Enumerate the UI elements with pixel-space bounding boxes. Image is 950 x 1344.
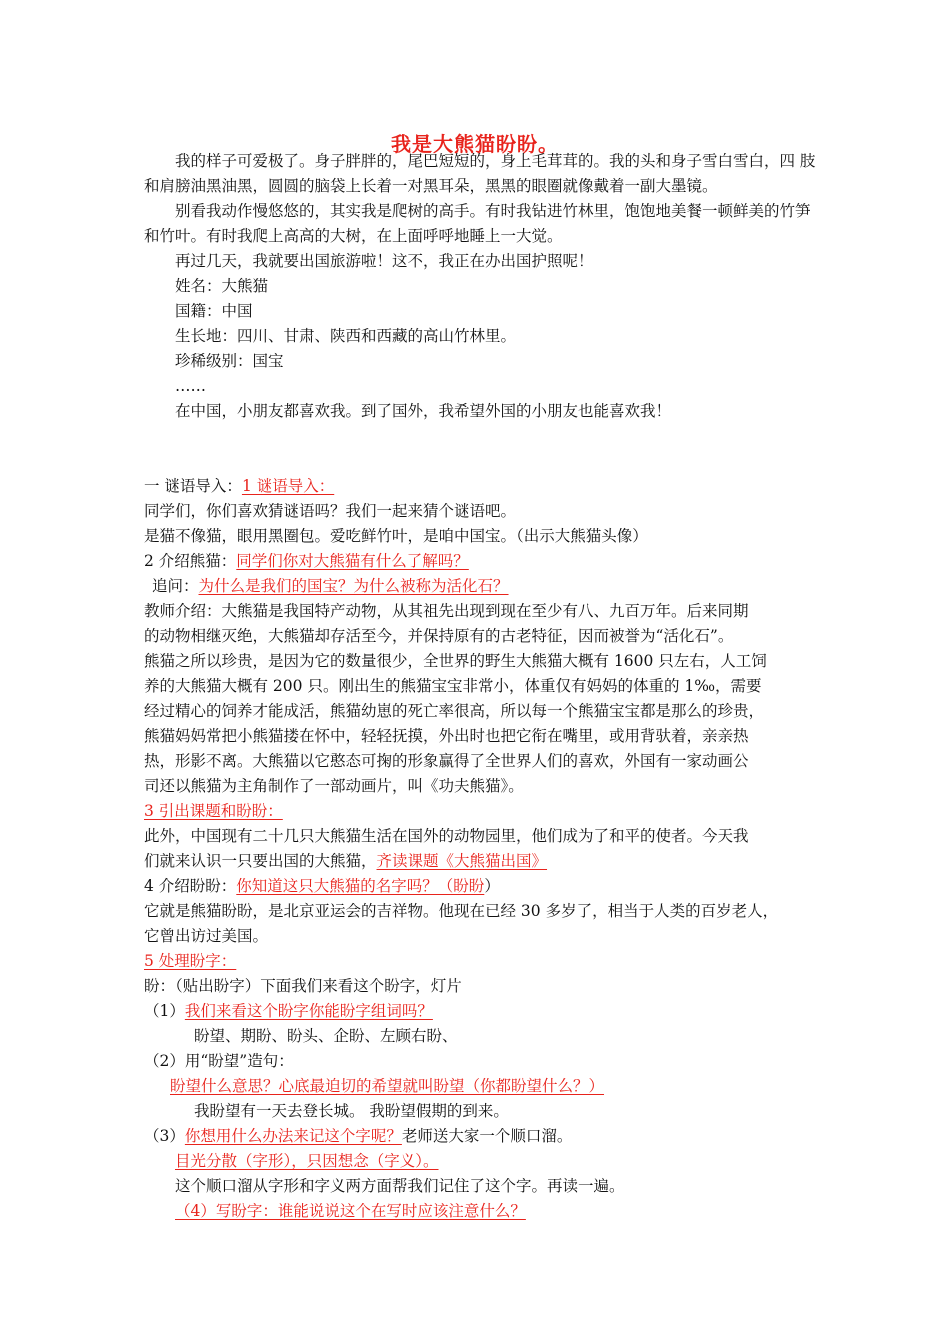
question-4-text: （4）写盼字：谁能说说这个在写时应该注意什么？ [175, 1202, 526, 1220]
teacher-intro-line-5: 经过精心的饲养才能成活，熊猫幼崽的死亡率很高，所以每一个熊猫宝宝都是那么的珍贵， [144, 702, 765, 720]
teacher-intro-line-4: 养的大熊猫大概有 200 只。刚出生的熊猫宝宝非常小，体重仅有妈妈的体重的 1‰，需要 [144, 677, 762, 695]
intro-paragraph-3: 再过几天，我就要出国旅游啦！这不，我正在办出国护照呢！ [175, 252, 594, 270]
intro-section [144, 149, 824, 424]
passport-rarity: 珍稀级别：国宝 [175, 352, 284, 370]
question-2-examples: 我盼望有一天去登长城。 我盼望假期的到来。 [194, 1102, 509, 1120]
intro-paragraph-1: 我的样子可爱极了。身子胖胖的，尾巴短短的，身上毛茸茸的。我的头和身子雪白雪白，四 肢和肩膀油黑油黑，圆圆的脑袋上长着一对黑耳朵，黑黑的眼圈就像戴着一副大墨镜。 [144, 152, 816, 195]
question-1-label: （1） [144, 1002, 185, 1020]
passport-name: 姓名：大熊猫 [175, 277, 269, 295]
section-1-heading [144, 474, 834, 499]
passport-ellipsis: …… [175, 377, 206, 395]
question-4-line [144, 1199, 834, 1224]
followup-question: 为什么是我们的国宝？为什么被称为活化石？ [198, 577, 509, 595]
question-3-label: （3） [144, 1127, 185, 1145]
section-2-question: 同学们你对大熊猫有什么了解吗？ [236, 552, 469, 570]
section-4-heading [144, 874, 834, 899]
section-3-line-2-text: 们就来认识一只要出国的大熊猫， [144, 852, 377, 870]
section-3-line-1: 此外，中国现有二十几只大熊猫生活在国外的动物园里，他们成为了和平的使者。今天我 [144, 827, 749, 845]
section-5-red-label: 5 处理盼字： [144, 952, 237, 970]
section-1-label: 一 谜语导入： [144, 477, 242, 495]
section-4-tail: ） [484, 877, 500, 895]
teacher-intro-line-1: 教师介绍：大熊猫是我国特产动物，从其祖先出现到现在至少有八、九百万年。后来同期 [144, 602, 749, 620]
question-1-words: 盼望、期盼、盼头、企盼、左顾右盼、 [194, 1027, 458, 1045]
teacher-intro-line-6: 熊猫妈妈常把小熊猫搂在怀中，轻轻抚摸，外出时也把它衔在嘴里，或用背驮着，亲亲热 [144, 727, 749, 745]
question-1-text: 我们来看这个盼字你能盼字组词吗？ [184, 1002, 433, 1020]
lesson-section [144, 474, 834, 1224]
question-3 [144, 1124, 834, 1149]
passport-habitat: 生长地：四川、甘肃、陕西和西藏的高山竹林里。 [175, 327, 517, 345]
teacher-intro-line-8: 司还以熊猫为主角制作了一部动画片，叫《功夫熊猫》。 [144, 777, 524, 795]
teacher-intro-line-7: 热，形影不离。大熊猫以它憨态可掬的形象赢得了全世界人们的喜欢，外国有一家动画公 [144, 752, 749, 770]
followup-label: 追问： [152, 577, 199, 595]
section-3-red-label: 3 引出课题和盼盼： [144, 802, 283, 820]
section-4-label: 4 介绍盼盼： [144, 877, 237, 895]
teacher-intro-line-2: 的动物相继灭绝，大熊猫却存活至今，并保持原有的古老特征，因而被誉为“活化石”。 [144, 627, 734, 645]
question-1 [144, 999, 834, 1024]
section-2-label: 2 介绍熊猫： [144, 552, 237, 570]
question-3-note: 这个顺口溜从字形和字义两方面帮我们记住了这个字。再读一遍。 [175, 1177, 625, 1195]
section-2-heading [144, 549, 834, 574]
section-5-line-1: 盼：（贴出盼字）下面我们来看这个盼字，灯片 [144, 977, 462, 995]
teacher-intro-line-3: 熊猫之所以珍贵，是因为它的数量很少，全世界的野生大熊猫大概有 1600 只左右，人工饲 [144, 652, 767, 670]
read-title-instruction: 齐读课题《大熊猫出国》 [376, 852, 548, 870]
question-2-line [144, 1074, 834, 1099]
section-4-question: 你知道这只大熊猫的名字吗？（盼盼 [236, 877, 485, 895]
intro-paragraph-2: 别看我动作慢悠悠的，其实我是爬树的高手。有时我钻进竹林里，饱饱地美餐一顿鲜美的竹笋和竹叶。有时我爬上高高的大树，在上面呼呼地睡上一大觉。 [144, 202, 811, 245]
section-2-followup [144, 574, 834, 599]
section-4-line-1: 它就是熊猫盼盼，是北京亚运会的吉祥物。他现在已经 30 多岁了，相当于人类的百岁老人， [144, 902, 779, 920]
section-1-red-label: 1 谜语导入： [241, 477, 335, 495]
section-1-line-1: 同学们，你们喜欢猜谜语吗？我们一起来猜个谜语吧。 [144, 502, 517, 520]
question-2-text: 盼望什么意思？心底最迫切的希望就叫盼望（你都盼望什么？） [170, 1077, 605, 1095]
section-3-heading [144, 799, 834, 824]
question-2-label: （2）用“盼望”造句： [144, 1052, 294, 1070]
section-1-line-2: 是猫不像猫，眼用黑圈包。爱吃鲜竹叶，是咱中国宝。（出示大熊猫头像） [144, 527, 648, 545]
section-4-line-2: 它曾出访过美国。 [144, 927, 269, 945]
section-5-heading [144, 949, 834, 974]
passport-nationality: 国籍：中国 [175, 302, 253, 320]
question-3-text: 你想用什么办法来记这个字呢？ [184, 1127, 402, 1145]
page-title: 我是大熊猫盼盼。 [391, 132, 559, 156]
intro-paragraph-4: 在中国，小朋友都喜欢我。到了国外，我希望外国的小朋友也能喜欢我！ [175, 402, 672, 420]
question-3-rhyme: 目光分散（字形），只因想念（字义）。 [175, 1152, 439, 1170]
question-3-tail: 老师送大家一个顺口溜。 [401, 1127, 573, 1145]
question-3-rhyme-line [144, 1149, 834, 1174]
section-3-line-2 [144, 849, 834, 874]
